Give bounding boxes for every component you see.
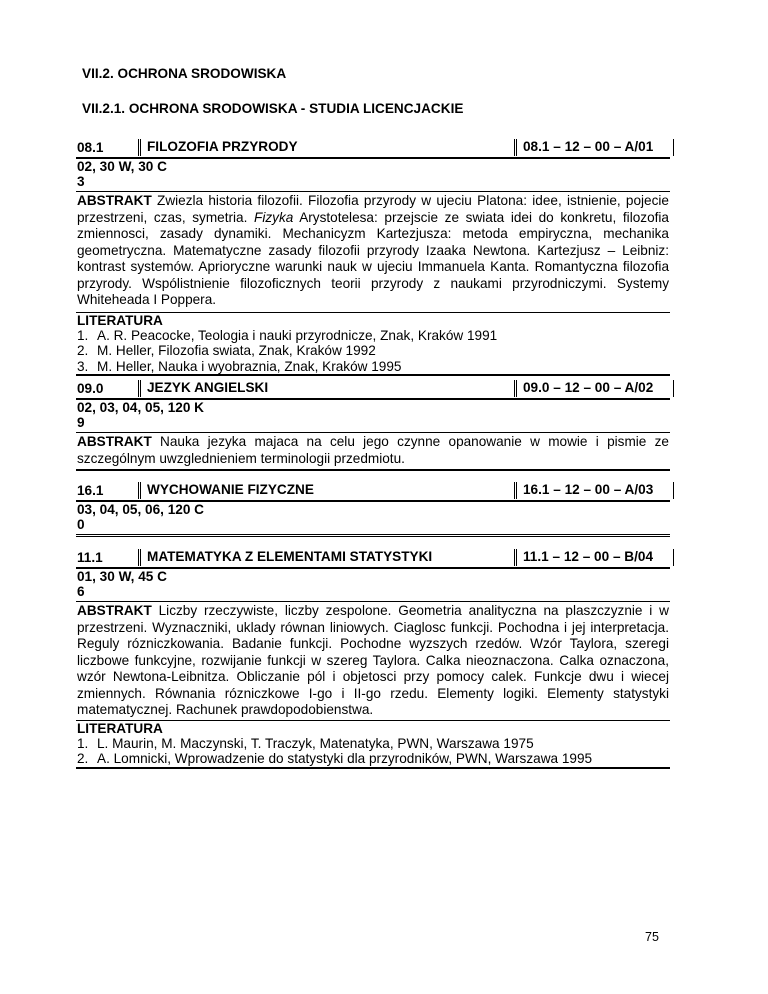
course-meta-hours: 02, 03, 04, 05, 120 K <box>77 400 204 415</box>
course-meta-ects: 9 <box>77 415 85 430</box>
course-id: 11.1 – 12 – 00 – B/04 <box>514 549 674 566</box>
abstract-label: ABSTRAKT <box>77 434 152 449</box>
course-meta-hours: 03, 04, 05, 06, 120 C <box>77 502 204 517</box>
course-code: 16.1 <box>77 483 104 498</box>
item-number: 2. <box>77 343 89 358</box>
literature-label: LITERATURA <box>77 720 163 736</box>
literature-item <box>76 736 670 752</box>
literature-list <box>76 328 670 375</box>
course-code: 08.1 <box>77 140 104 155</box>
course-code: 09.0 <box>77 381 104 396</box>
subsection-heading: VII.2.1. OCHRONA SRODOWISKA - STUDIA LICENCJACKIE <box>82 101 464 116</box>
literature-label: LITERATURA <box>77 312 163 328</box>
item-text: A. Lomnicki, Wprowadzenie do statystyki dla przyrodników, PWN, Warszawa 1995 <box>97 751 593 766</box>
course-block-filozofia <box>76 140 670 376</box>
literature-item <box>76 359 670 375</box>
item-number: 2. <box>77 751 89 766</box>
course-meta-hours: 01, 30 W, 45 C <box>77 569 167 584</box>
course-abstract <box>76 433 670 467</box>
section-heading: VII.2. OCHRONA SRODOWISKA <box>82 66 287 81</box>
abstract-text: Nauka jezyka majaca na celu jego czynne opanowanie w mowie i pismie ze szczególnym uwzglednieniem terminologii przedmiotu. <box>77 434 669 466</box>
item-text: M. Heller, Nauka i wyobraznia, Znak, Kraków 1995 <box>97 358 402 374</box>
literature-item <box>76 328 670 344</box>
abstract-label: ABSTRAKT <box>77 193 152 208</box>
item-text: L. Maurin, M. Maczynski, T. Traczyk, Matenatyka, PWN, Warszawa 1975 <box>97 735 534 751</box>
course-header <box>76 381 670 400</box>
course-header <box>76 483 670 502</box>
course-title: FILOZOFIA PRZYRODY <box>138 139 298 156</box>
divider <box>76 534 670 537</box>
divider <box>76 374 670 376</box>
course-code: 11.1 <box>77 550 103 565</box>
abstract-italic: Fizyka <box>254 209 294 225</box>
course-header <box>76 550 670 569</box>
course-id: 09.0 – 12 – 00 – A/02 <box>514 380 674 397</box>
course-title: WYCHOWANIE FIZYCZNE <box>138 482 314 499</box>
course-id: 08.1 – 12 – 00 – A/01 <box>514 139 674 156</box>
course-abstract <box>76 602 670 719</box>
item-text: M. Heller, Filozofia swiata, Znak, Kraków 1992 <box>97 343 376 358</box>
abstract-text: Liczby rzeczywiste, liczby zespolone. Geometria analityczna na plaszczyznie i w przestrzeni. Wyznaczniki, uklady równan liniowych. Ciaglosc funkcji. Pochodna i jej interpretacja. Reguly rózniczkowania. Badanie funkcji. Pochodne wyzszych rzedów. Wzór Taylora, szeregi liczbowe funkcyjne, rozwijanie funkcji w szereg Taylora. Calka nieoznaczona. Calka oznaczona, wzór Newtona-Leibnitza. Obliczanie pól i objetosci przy pomocy calek. Funkcje dwu i wiecej zmiennych. Równania rózniczkowe I-go i II-go rzedu. Elementy logiki. Elementy statystyki matematycznej. Rachunek prawdopodobienstwa. <box>77 603 669 717</box>
abstract-text: Arystotelesa: przejscie ze swiata idei do konkretu, filozofia zmiennosci, zasady dynamiki. Mechanicyzm Kartezjusza: metoda empiryczna, mechanika geometryczna. Matematyczne zasady filozofii przyrody Izaaka Newtona. Kartezjusz – Leibniz: kontrast systemów. Aprioryczne warunki nauk w ujeciu Immanuela Kanta. Romantyczna filozofia przyrody. Wspólistnienie filozoficznych teorii przyrody z naukami przyrodniczymi. Systemy Whiteheada I Poppera. <box>77 209 669 307</box>
item-text: A. R. Peacocke, Teologia i nauki przyrodnicze, Znak, Kraków 1991 <box>97 327 498 343</box>
divider <box>76 469 670 471</box>
item-number: 3. <box>77 358 89 374</box>
course-meta-ects: 0 <box>77 517 85 532</box>
item-number: 1. <box>77 735 89 751</box>
course-header <box>76 140 670 159</box>
literature-item <box>76 751 670 767</box>
course-id: 16.1 – 12 – 00 – A/03 <box>514 482 674 499</box>
course-meta-ects: 6 <box>77 584 85 599</box>
literature-list <box>76 736 670 767</box>
literature-item <box>76 343 670 359</box>
course-meta-ects: 3 <box>77 174 85 189</box>
course-block-jezyk-angielski <box>76 381 670 471</box>
divider <box>76 767 670 769</box>
abstract-label: ABSTRAKT <box>77 603 152 618</box>
item-number: 1. <box>77 327 89 343</box>
course-meta-hours: 02, 30 W, 30 C <box>77 159 167 174</box>
course-title: JEZYK ANGIELSKI <box>138 380 268 397</box>
course-title: MATEMATYKA Z ELEMENTAMI STATYSTYKI <box>138 549 432 566</box>
abstract-text: Zwiezla historia filozofii. Filozofia przyrody w ujeciu Platona: idee, istnienie, pojecie przestrzeni, czas, symetria. <box>77 193 669 225</box>
page-number: 75 <box>645 930 659 944</box>
course-block-matematyka <box>76 550 670 769</box>
course-block-wychowanie-fizyczne <box>76 483 670 537</box>
course-abstract <box>76 192 670 309</box>
